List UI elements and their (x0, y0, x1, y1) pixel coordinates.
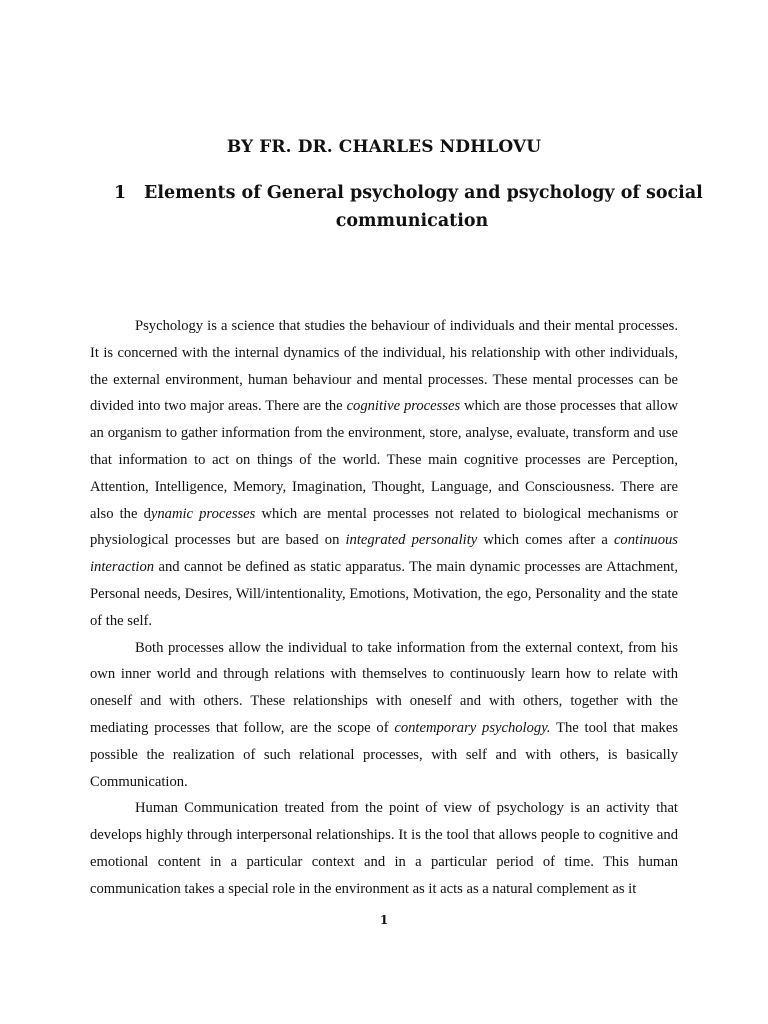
author-line: BY FR. DR. CHARLES NDHLOVU (226, 137, 542, 157)
paragraph-3 (90, 795, 678, 902)
section-heading (110, 179, 703, 235)
paragraph-2 (90, 635, 678, 796)
paragraph-1-text-e: and cannot be defined as static apparatus. The main dynamic processes are Attachment, Personal needs, Desires, Will/intentionality, Emotions, Motivation, the ego, Personality and the state of the self. (90, 559, 678, 629)
body-text (90, 313, 678, 903)
paragraph-2-text-a: Both processes allow the individual to take information from the external context, from his own inner world and through relations with themselves to continuously learn how to relate with oneself and with others. These relationships with oneself and with others, together with the mediating processes that follow, are the scope of (90, 639, 678, 736)
section-number: 1 (114, 183, 127, 203)
term-continuous-interaction: continuous interaction (90, 532, 678, 576)
term-integrated-personality: integrated personality (345, 532, 478, 549)
paragraph-1-text-b: which are those processes that allow an organism to gather information from the environment, store, analyse, evaluate, transform and use that information to act on things of the world. These main cognitive processes are Perception, Attention, Intelligence, Memory, Imagination, Thought, Language, and Consciousness. There are also the d (90, 398, 679, 522)
paragraph-2-text-b: The tool that makes possible the realization of such relational processes, with self and with others, is basically Communication. (90, 719, 679, 790)
paragraph-3-text: Human Communication treated from the point of view of psychology is an activity that develops highly through interpersonal relationships. It is the tool that allows people to cognitive and emotional content in a particular context and in a particular period of time. This human communication takes a special role in the environment as it acts as a natural complement as it (90, 800, 678, 897)
page-number: 1 (379, 913, 389, 927)
term-contemporary-psychology: contemporary psychology. (394, 719, 551, 736)
term-cognitive-processes: cognitive processes (346, 398, 461, 415)
paragraph-1-text-a: Psychology is a science that studies the behaviour of individuals and their mental processes. It is concerned with the internal dynamics of the individual, his relationship with other individuals, the external environment, human behaviour and mental processes. These mental processes can be divided into two major areas. There are the (90, 318, 678, 415)
paragraph-1-text-d: which comes after a (477, 532, 614, 549)
paragraph-1 (90, 313, 678, 635)
paragraph-1-text-c: which are mental processes not related to biological mechanisms or physiological processes but are based on (90, 505, 678, 549)
term-dynamic-processes: ynamic processes (150, 505, 256, 522)
section-title-line-1: Elements of General psychology and psychology of social (144, 183, 703, 203)
section-title-line-2: communication (335, 211, 489, 231)
